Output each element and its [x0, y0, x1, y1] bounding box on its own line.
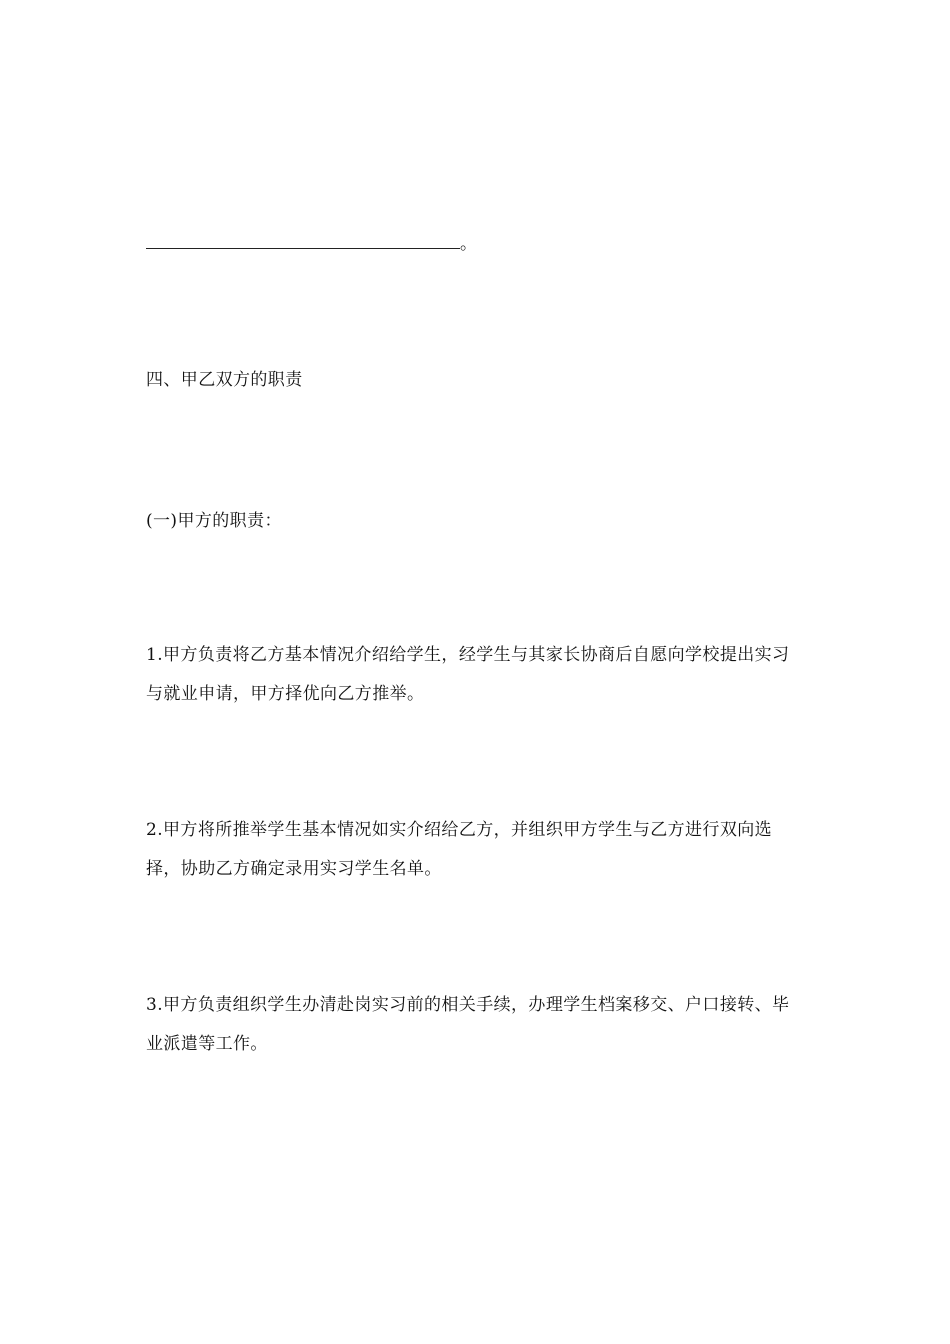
- blank-underline: [146, 232, 460, 249]
- section-heading: 四、甲乙双方的职责: [146, 370, 303, 390]
- fill-in-blank-line: [146, 232, 477, 256]
- subsection-heading: (一)甲方的职责：: [146, 511, 282, 531]
- blank-line-period: 。: [460, 234, 477, 254]
- paragraph-item-1: 1.甲方负责将乙方基本情况介绍给学生，经学生与其家长协商后自愿向学校提出实习与就业申请，甲方择优向乙方推举。: [146, 645, 790, 704]
- paragraph-item-2: 2.甲方将所推举学生基本情况如实介绍给乙方，并组织甲方学生与乙方进行双向选择，协助乙方确定录用实习学生名单。: [146, 820, 773, 879]
- paragraph-item-3: 3.甲方负责组织学生办清赴岗实习前的相关手续，办理学生档案移交、户口接转、毕业派遣等工作。: [146, 995, 790, 1054]
